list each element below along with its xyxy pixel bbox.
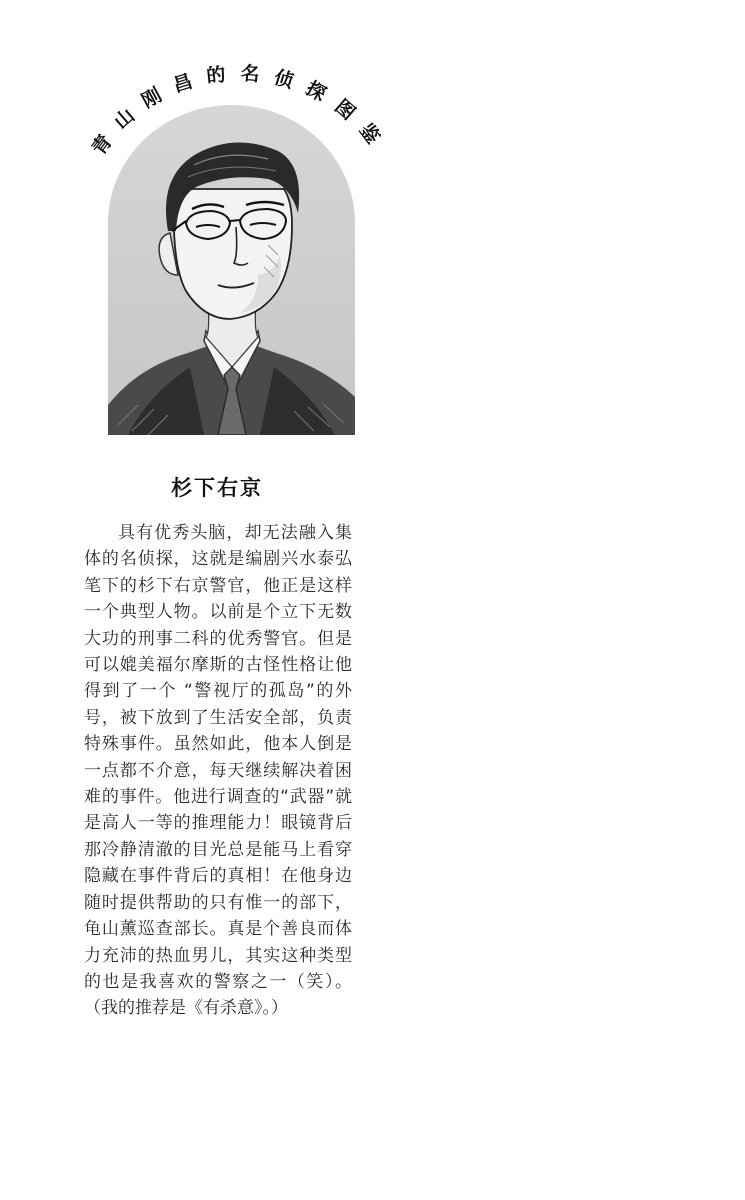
arched-series-title-text: 青山刚昌的名侦探图鉴 (87, 62, 393, 160)
character-name: 杉下右京 (171, 475, 263, 500)
portrait-illustration-icon (108, 105, 355, 435)
character-description: 具有优秀头脑，却无法融入集体的名侦探，这就是编剧兴水泰弘笔下的杉下右京警官，他正是这样一个典型人物。以前是个立下无数大功的刑事二科的优秀警官。但是可以媲美福尔摩斯的古怪性格让他得到了一个 “警视厅的孤岛”的外号，被下放到了生活安全部，负责特殊事件。虽然如此，他本人倒是一点都不介意，每天继续解决着困难的事件。他进行调查的“武器”就是高人一等的推理能力！眼镜背后那冷静清澈的目光总是能马上看穿隐藏在事件背后的真相！在他身边随时提供帮助的只有惟一的部下，龟山薰巡查部长。真是个善良而体力充沛的热血男儿，其实这种类型的也是我喜欢的警察之一（笑）。（我的推荐是《有杀意》。） (84, 523, 352, 1019)
